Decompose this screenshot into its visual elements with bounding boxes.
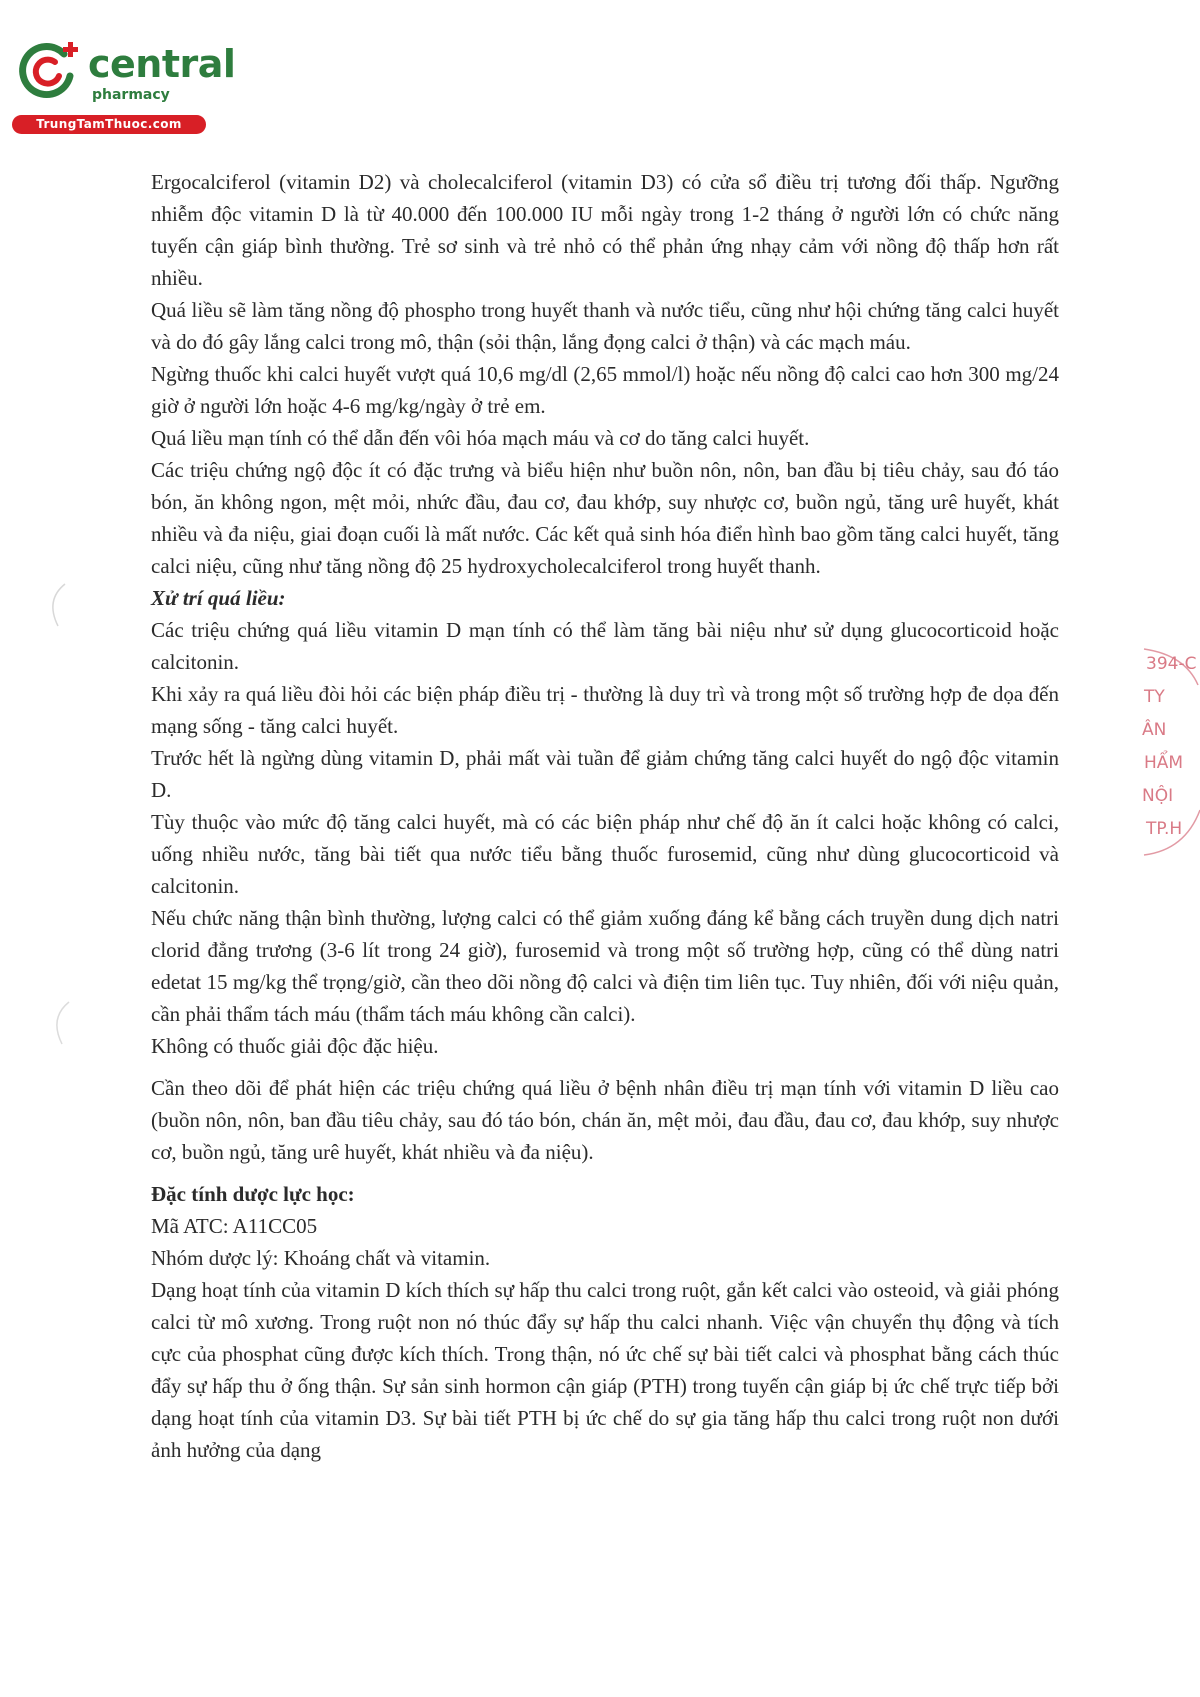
brand-logo — [12, 36, 236, 136]
paragraph: Ngừng thuốc khi calci huyết vượt quá 10,6 mg/dl (2,65 mmol/l) hoặc nếu nồng độ calci cao hơn 300 mg/24 giờ ở người lớn hoặc 4-6 mg/kg/ngày ở trẻ em. — [151, 362, 1059, 418]
scan-artifact — [40, 580, 70, 630]
paragraph: Các triệu chứng quá liều vitamin D mạn tính có thể làm tăng bài niệu như sử dụng glucocorticoid hoặc calcitonin. — [151, 618, 1059, 674]
paragraph: Ergocalciferol (vitamin D2) và cholecalciferol (vitamin D3) có cửa sổ điều trị tương đối thấp. Ngưỡng nhiễm độc vitamin D là từ 40.000 đến 100.000 IU mỗi ngày trong 1-2 tháng ở người lớn có chức năng tuyến cận giáp bình thường. Trẻ sơ sinh và trẻ nhỏ có thể phản ứng nhạy cảm với nồng độ thấp hơn rất nhiều. — [151, 170, 1059, 290]
paragraph: Quá liều mạn tính có thể dẫn đến vôi hóa mạch máu và cơ do tăng calci huyết. — [151, 426, 810, 450]
scan-artifact — [44, 998, 74, 1048]
brand-url-badge: TrungTamThuoc.com — [12, 115, 206, 134]
paragraph: Không có thuốc giải độc đặc hiệu. — [151, 1034, 439, 1058]
pharmacy-logo-icon — [12, 36, 82, 106]
paragraph: Trước hết là ngừng dùng vitamin D, phải mất vài tuần để giảm chứng tăng calci huyết do ngộ độc vitamin D. — [151, 746, 1059, 802]
paragraph: Nếu chức năng thận bình thường, lượng calci có thể giảm xuống đáng kể bằng cách truyền dung dịch natri clorid đẳng trương (3-6 lít trong 24 giờ), furosemid và trong một số trường hợp, cũng có thể dùng natri edetat 15 mg/kg thể trọng/giờ, cần theo dõi nồng độ calci và điện tim liên tục. Tuy nhiên, đối với niệu quản, cần phải thẩm tách máu (thẩm tách máu không cần calci). — [151, 906, 1059, 1026]
paragraph: Các triệu chứng ngộ độc ít có đặc trưng và biểu hiện như buồn nôn, nôn, ban đầu bị tiêu chảy, sau đó táo bón, ăn không ngon, mệt mỏi, nhức đầu, đau cơ, đau khớp, suy nhược cơ, buồn ngủ, tăng urê huyết, khát nhiều và đa niệu, giai đoạn cuối là mất nước. Các kết quả sinh hóa điển hình bao gồm tăng calci huyết, tăng calci niệu, cũng như tăng nồng độ 25 hydroxycholecalciferol trong huyết thanh. — [151, 458, 1059, 578]
stamp-text: ÂN — [1142, 720, 1167, 740]
paragraph: Mã ATC: A11CC05 — [151, 1214, 318, 1238]
paragraph: Nhóm dược lý: Khoáng chất và vitamin. — [151, 1246, 491, 1270]
paragraph: Cần theo dõi để phát hiện các triệu chứng quá liều ở bệnh nhân điều trị mạn tính với vitamin D liều cao (buồn nôn, nôn, ban đầu tiêu chảy, sau đó táo bón, chán ăn, mệt mỏi, đau đầu, đau cơ, đau khớp, suy nhược cơ, buồn ngủ, tăng urê huyết, khát nhiều và đa niệu). — [151, 1076, 1059, 1164]
brand-name: central — [88, 42, 236, 86]
brand-subtitle: pharmacy — [92, 87, 170, 103]
section-heading: Xử trí quá liều: — [151, 586, 286, 610]
stamp-text: HẨM — [1144, 753, 1184, 773]
stamp-text: 394-C — [1146, 654, 1197, 674]
paragraph: Dạng hoạt tính của vitamin D kích thích sự hấp thu calci trong ruột, gắn kết calci vào osteoid, và giải phóng calci từ mô xương. Trong ruột non nó thúc đẩy sự hấp thu calci nhanh. Việc vận chuyển thụ động và tích cực của phosphat cũng được kích thích. Trong thận, nó ức chế sự bài tiết calci và phosphat bằng cách thúc đẩy sự hấp thu ở ống thận. Sự sản sinh hormon cận giáp (PTH) trong tuyến cận giáp bị ức chế trực tiếp bởi dạng hoạt tính của vitamin D3. Sự bài tiết PTH bị ức chế do sự gia tăng hấp thu calci trong ruột non dưới ảnh hưởng của dạng — [151, 1278, 1059, 1462]
stamp-text: NỘI — [1142, 786, 1174, 806]
red-stamp-icon — [1140, 645, 1200, 870]
stamp-text: TP.H — [1146, 819, 1183, 839]
section-heading: Đặc tính dược lực học: — [151, 1182, 355, 1206]
stamp-text: TY — [1144, 687, 1165, 707]
paragraph: Tùy thuộc vào mức độ tăng calci huyết, mà có các biện pháp như chế độ ăn ít calci hoặc không có calci, uống nhiều nước, tăng bài tiết qua nước tiểu bằng thuốc furosemid, cũng như dùng glucocorticoid và calcitonin. — [151, 810, 1059, 898]
document-body — [151, 166, 1059, 1466]
paragraph: Quá liều sẽ làm tăng nồng độ phospho trong huyết thanh và nước tiểu, cũng như hội chứng tăng calci huyết và do đó gây lắng calci trong mô, thận (sỏi thận, lắng đọng calci ở thận) và các mạch máu. — [151, 298, 1059, 354]
paragraph: Khi xảy ra quá liều đòi hỏi các biện pháp điều trị - thường là duy trì và trong một số trường hợp đe dọa đến mạng sống - tăng calci huyết. — [151, 682, 1059, 738]
